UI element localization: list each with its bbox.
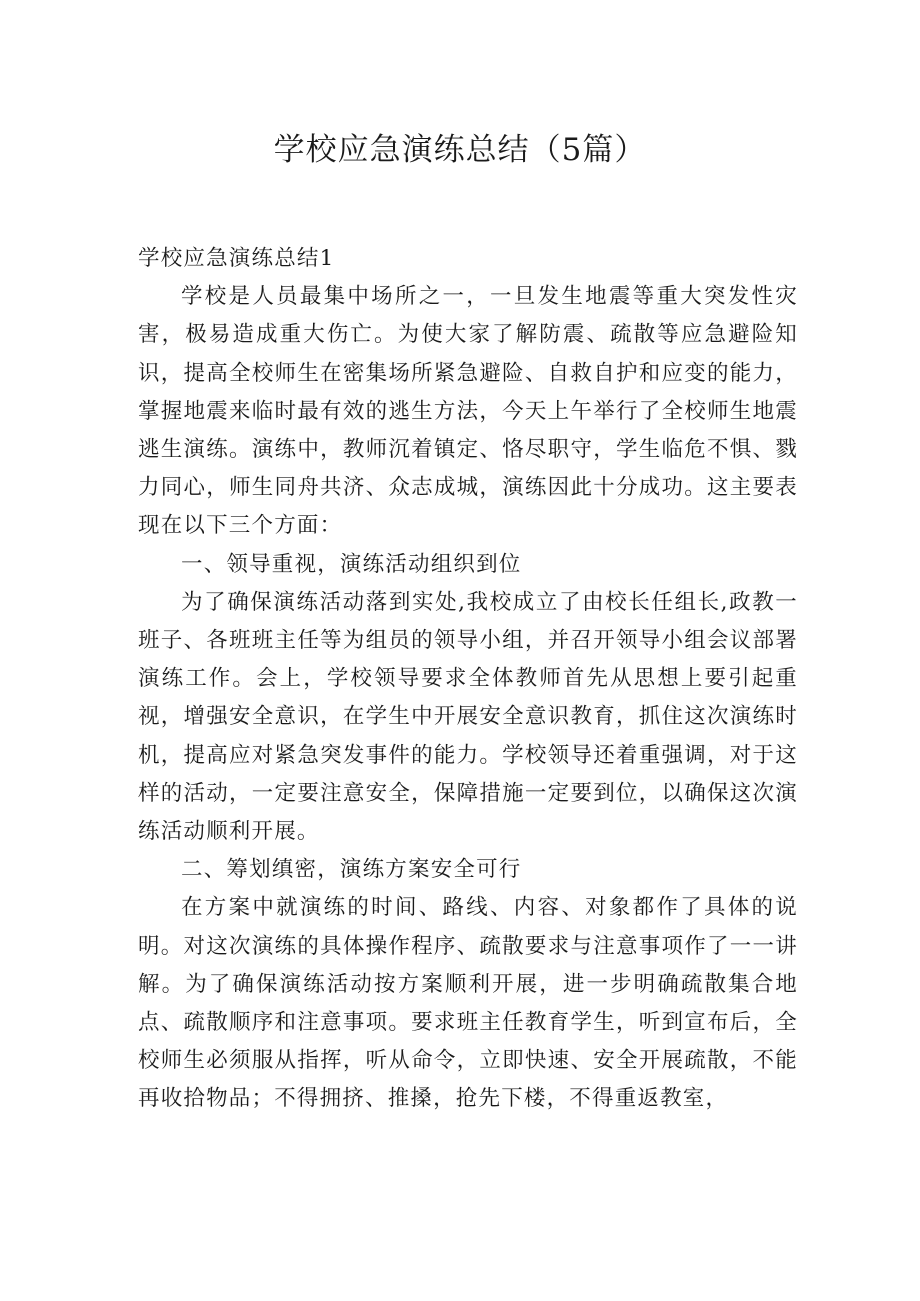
heading-point-two: 二、筹划缜密，演练方案安全可行 — [181, 857, 522, 883]
paragraph-intro: 学校是人员最集中场所之一，一旦发生地震等重大突发性灾害，极易造成重大伤亡。为使大家了解防震、疏散等应急避险知识，提高全校师生在密集场所紧急避险、自救自护和应变的能力，掌握地震来临时最有效的逃生方法，今天上午举行了全校师生地震逃生演练。演练中，教师沉着镇定、恪尽职守，学生临危不惧、戮力同心，师生同舟共济、众志成城，演练因此十分成功。这主要表现在以下三个方面： — [138, 284, 798, 539]
document-body — [138, 240, 798, 1119]
section-title: 学校应急演练总结1 — [138, 246, 335, 271]
paragraph-point-one: 为了确保演练活动落到实处,我校成立了由校长任组长,政教一班子、各班班主任等为组员的领导小组，并召开领导小组会议部署演练工作。会上，学校领导要求全体教师首先从思想上要引起重视，增强安全意识，在学生中开展安全意识教育，抓住这次演练时机，提高应对紧急突发事件的能力。学校领导还着重强调，对于这样的活动，一定要注意安全，保障措施一定要到位，以确保这次演练活动顺利开展。 — [138, 589, 798, 845]
paragraph-point-two: 在方案中就演练的时间、路线、内容、对象都作了具体的说明。对这次演练的具体操作程序、疏散要求与注意事项作了一一讲解。为了确保演练活动按方案顺利开展，进一步明确疏散集合地点、疏散顺序和注意事项。要求班主任教育学生，听到宣布后，全校师生必须服从指挥，听从命令，立即快速、安全开展疏散，不能再收拾物品；不得拥挤、推搡，抢先下楼，不得重返教室， — [138, 895, 798, 1112]
heading-point-one: 一、领导重视，演练活动组织到位 — [181, 551, 522, 577]
document-title: 学校应急演练总结（5篇） — [273, 132, 647, 168]
